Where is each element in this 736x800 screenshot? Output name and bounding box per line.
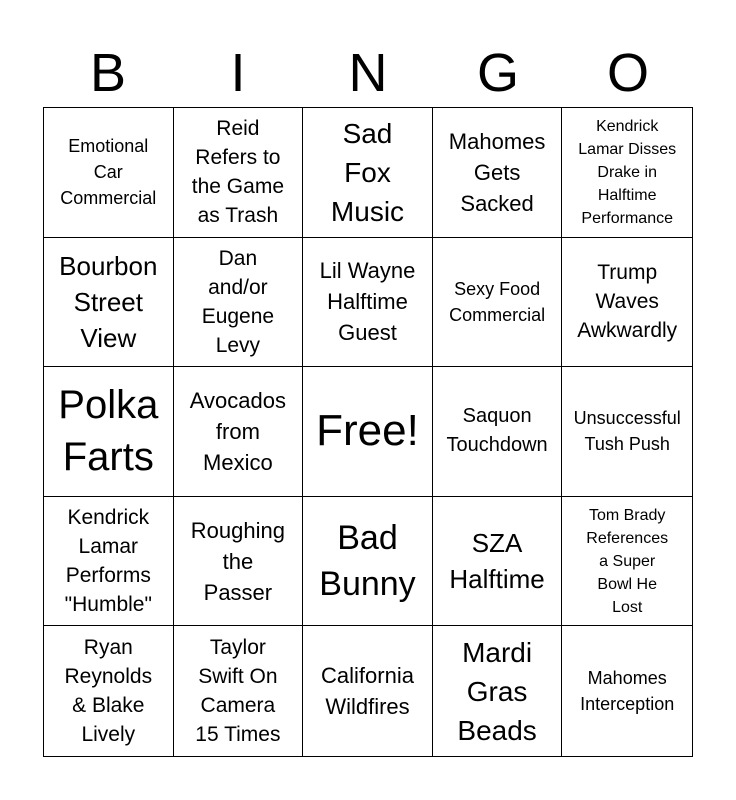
cell-label: Ryan Reynolds & Blake Lively [64,636,153,747]
bingo-cell[interactable] [44,238,174,368]
cell-label: Polka Farts [58,383,159,480]
cell-label: Mahomes Interception [580,668,675,715]
cell-label: Kendrick Lamar Performs "Humble" [64,506,152,617]
bingo-cell[interactable] [562,238,692,368]
cell-label: SZA Halftime [449,528,545,595]
cell-label: California Wildfires [321,663,414,720]
cell-label: Unsuccessful Tush Push [573,408,681,455]
bingo-cell[interactable] [303,108,433,238]
cell-label: Kendrick Lamar Disses Drake in Halftime Performance [578,117,677,227]
header-letter-o: O [606,43,649,103]
bingo-header [43,40,693,106]
bingo-cell[interactable] [174,238,304,368]
bingo-cell[interactable] [44,367,174,497]
cell-label: Mardi Gras Beads [457,636,537,746]
bingo-cell[interactable] [44,108,174,238]
bingo-cell[interactable] [303,497,433,627]
cell-label: Bad Bunny [319,519,416,604]
bingo-cell[interactable] [433,108,563,238]
header-letter-b: B [89,43,127,103]
free-space-label: Free! [316,406,419,456]
free-space-cell[interactable] [303,367,433,497]
bingo-cell[interactable] [174,626,304,756]
bingo-cell[interactable] [433,367,563,497]
bingo-cell[interactable] [562,626,692,756]
cell-label: Mahomes Gets Sacked [448,128,546,216]
bingo-cell[interactable] [562,497,692,627]
cell-label: Roughing the Passer [190,517,285,605]
bingo-cell[interactable] [433,238,563,368]
cell-label: Dan and/or Eugene Levy [201,246,275,357]
bingo-cell[interactable] [303,238,433,368]
bingo-board [43,107,693,757]
header-letter-n: N [348,43,388,103]
bingo-cell[interactable] [174,108,304,238]
bingo-cell[interactable] [562,367,692,497]
bingo-cell[interactable] [433,626,563,756]
cell-label: Avocados from Mexico [189,387,286,475]
bingo-cell[interactable] [44,626,174,756]
cell-label: Emotional Car Commercial [60,136,157,209]
header-letter-g: G [476,43,519,103]
bingo-cell[interactable] [174,497,304,627]
cell-label: Saquon Touchdown [446,405,548,457]
bingo-cell[interactable] [174,367,304,497]
cell-label: Bourbon Street View [59,250,158,353]
header-letter-i: I [230,43,246,103]
cell-label: Tom Brady References a Super Bowl He Lost [586,506,669,616]
cell-label: Reid Refers to the Game as Trash [191,117,284,228]
cell-label: Sad Fox Music [330,117,405,227]
bingo-cell[interactable] [562,108,692,238]
bingo-cell[interactable] [433,497,563,627]
cell-label: Sexy Food Commercial [449,278,546,325]
bingo-cell[interactable] [44,497,174,627]
cell-label: Trump Waves Awkwardly [577,261,678,343]
bingo-cell[interactable] [303,626,433,756]
cell-label: Taylor Swift On Camera 15 Times [195,636,281,747]
cell-label: Lil Wayne Halftime Guest [319,258,416,346]
